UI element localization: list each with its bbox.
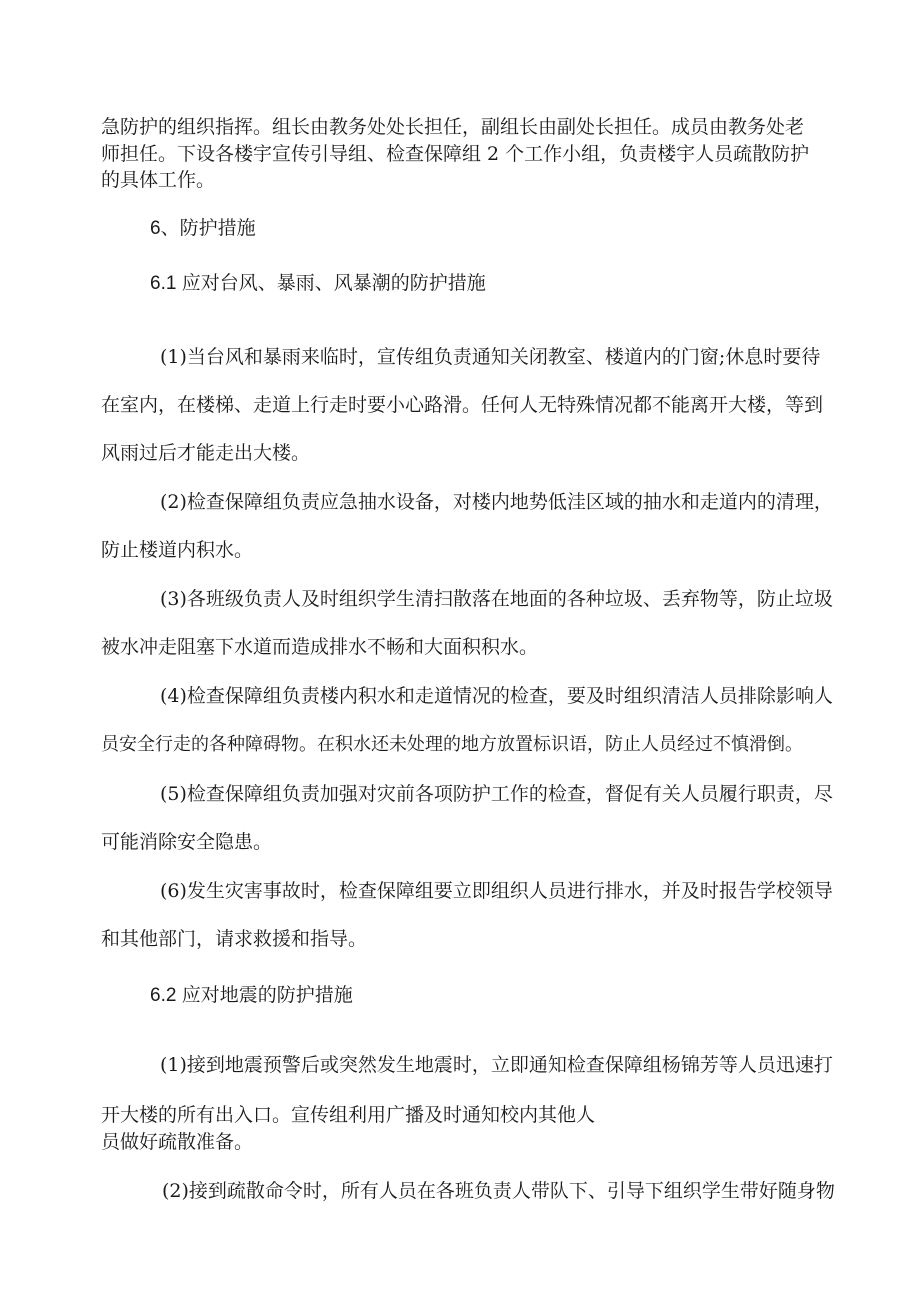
item-6-1-4-line-2: 员安全行走的各种障碍物。在积水还未处理的地方放置标识语，防止人员经过不慎滑倒。: [101, 734, 803, 755]
item-6-2-1-line-3: 员做好疏散准备。: [101, 1131, 254, 1153]
intro-line-1: 急防护的组织指挥。组长由教务处处长担任，副组长由副处长担任。成员由教务处老: [101, 116, 805, 138]
item-6-1-1-line-2: 在室内，在楼梯、走道上行走时要小心路滑。任何人无特殊情况都不能离开大楼，等到: [101, 394, 824, 416]
item-6-1-3-line-1: (3)各班级负责人及时组织学生清扫散落在地面的各种垃圾、丢弃物等，防止垃圾: [160, 588, 833, 610]
item-6-1-1-line-1: (1)当台风和暴雨来临时，宣传组负责通知关闭教室、楼道内的门窗;休息时要待: [160, 346, 821, 368]
item-6-1-3-line-2: 被水冲走阻塞下水道而造成排水不畅和大面积积水。: [101, 636, 539, 658]
item-6-2-1-line-2: 开大楼的所有出入口。宣传组利用广播及时通知校内其他人: [101, 1104, 596, 1126]
item-6-1-2-line-2: 防止楼道内积水。: [101, 539, 254, 561]
item-6-1-2-line-1: (2)检查保障组负责应急抽水设备，对楼内地势低洼区域的抽水和走道内的清理，: [160, 491, 833, 513]
intro-line-2: 师担任。下设各楼宇宣传引导组、检查保障组 2 个工作小组，负责楼宇人员疏散防护: [101, 143, 810, 165]
item-6-1-6-line-1: (6)发生灾害事故时，检查保障组要立即组织人员进行排水，并及时报告学校领导: [160, 880, 833, 902]
item-6-2-1-line-1: (1)接到地震预警后或突然发生地震时，立即通知检查保障组杨锦芳等人员迅速打: [160, 1054, 833, 1076]
item-6-1-5-line-2: 可能消除安全隐患。: [101, 831, 273, 853]
item-6-1-4-line-1: (4)检查保障组负责楼内积水和走道情况的检查，要及时组织清洁人员排除影响人: [160, 685, 833, 707]
item-6-1-1-line-3: 风雨过后才能走出大楼。: [101, 442, 311, 464]
section-6-2-heading: 6.2 应对地震的防护措施: [150, 985, 353, 1006]
item-6-1-6-line-2: 和其他部门，请求救援和指导。: [101, 928, 368, 950]
item-6-2-2-line-1: (2)接到疏散命令时，所有人员在各班负责人带队下、引导下组织学生带好随身物: [162, 1180, 835, 1202]
item-6-1-5-line-1: (5)检查保障组负责加强对灾前各项防护工作的检查，督促有关人员履行职责，尽: [160, 783, 833, 805]
intro-line-3: 的具体工作。: [101, 169, 216, 191]
section-6-1-heading: 6.1 应对台风、暴雨、风暴潮的防护措施: [150, 273, 486, 294]
section-6-heading: 6、防护措施: [150, 218, 256, 239]
